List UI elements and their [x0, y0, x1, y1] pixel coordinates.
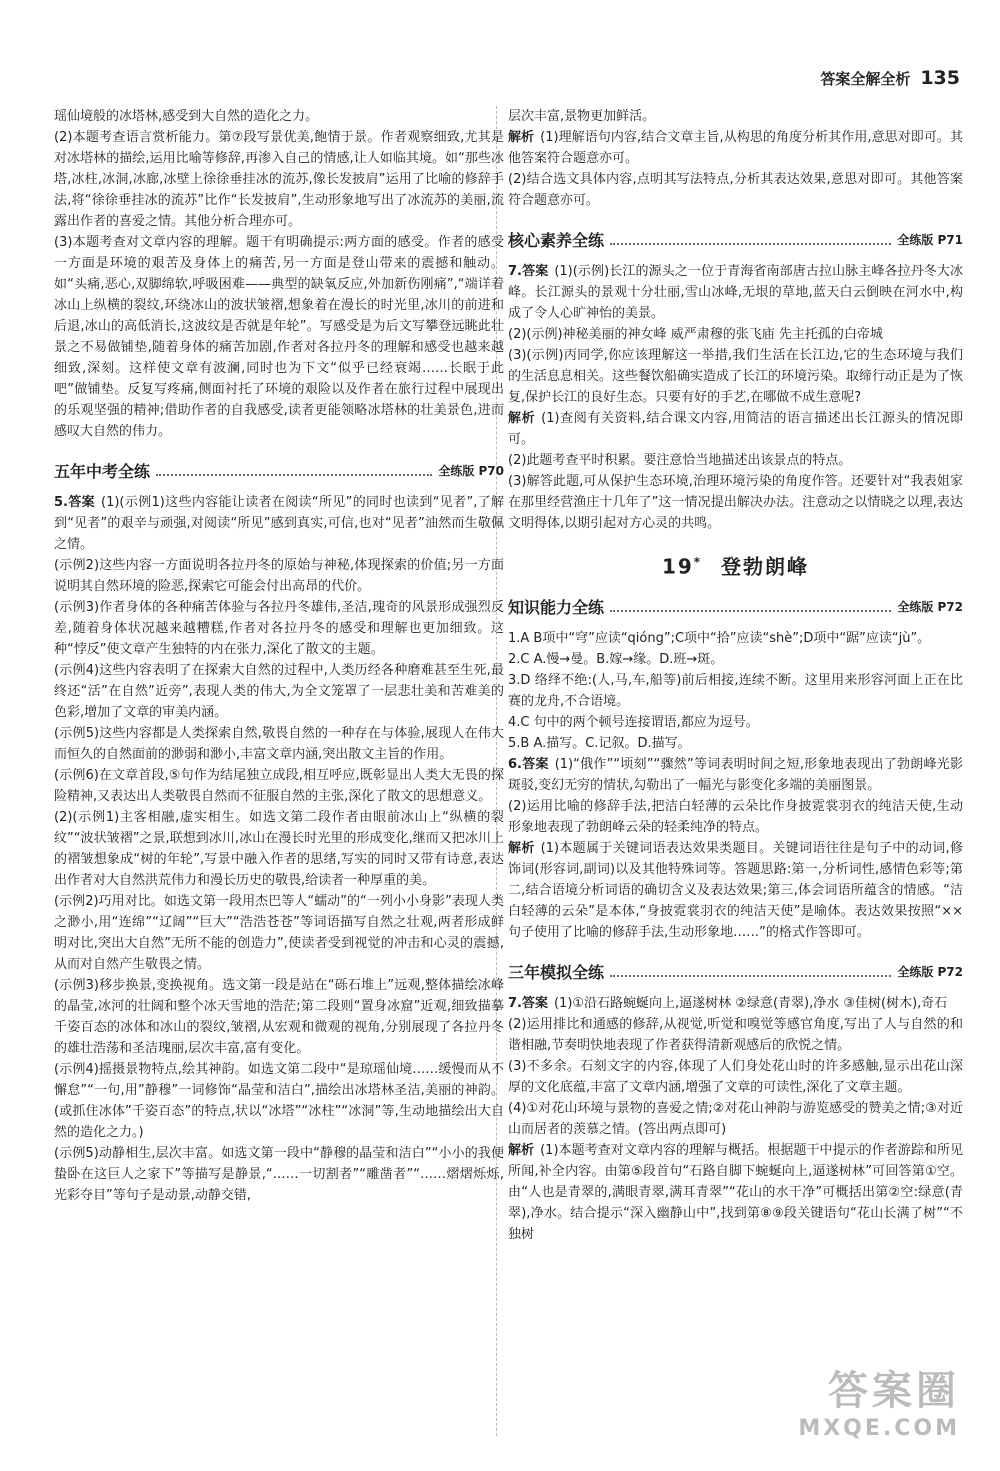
page-number: 135 [920, 67, 960, 89]
section-dotted-leader [610, 610, 891, 612]
lesson-name: 登勃朗峰 [721, 554, 810, 579]
analysis-tag: 解析 [508, 411, 536, 426]
answer-paragraph: (2)运用排比和通感的修辞,从视觉,听觉和嗅觉等感官角度,写出了人与自然的和谐相融,节奏明快地表现了作者获得清新观感后的欣悦之情。 [508, 1016, 963, 1053]
lesson-number: 19 [661, 554, 694, 579]
answer-paragraph: (4)①对花山环境与景物的喜爱之情;②对花山神韵与游览感受的赞美之情;③对近山而居者的羡慕之情。(答出两点即可) [508, 1100, 963, 1137]
section-header-three-year [508, 955, 963, 983]
analysis-tag: 解析 [508, 840, 535, 856]
section-title: 五年中考全练 [54, 462, 151, 481]
answer-paragraph: (2)(示例1)主客相融,虚实相生。如选文第二段作者由眼前冰山上“纵横的裂纹”“波状皱褶”之景,联想到冰川,冰山在漫长时光里的形成变化,继而又把冰川上的褶皱想象成“树的年轮”,写景中融入作者的思绪,写实的同时又带有诗意,表达出作者对大自然洪荒伟力和漫长历史的敬畏,给读者一种厚重的美。 [54, 810, 504, 888]
answer-paragraph: 层次丰富,景物更加鲜活。 [508, 109, 656, 124]
question-7-answer: 7.答案 (1)(示例)长江的源头之一位于青海省南部唐古拉山脉主峰各拉丹冬大冰峰。长江源头的景观十分壮丽,雪山冰峰,无垠的草地,蓝天白云倒映在河水中,构成了令人心旷神怡的美景。 [508, 264, 964, 321]
question-3-answer: 3.D 络绎不绝:(人,马,车,船等)前后相接,连续不断。这里用来形容河面上正在比赛的龙舟,不合语境。 [508, 672, 963, 709]
question-1-answer: 1.A B项中“穹”应读“qióng”;C项中“拾”应读“shè”;D项中“踞”应读“jù”。 [508, 630, 931, 646]
question-4-answer: 4.C 句中的两个顿号连接谓语,都应为逗号。 [508, 714, 759, 730]
answer-tag: 5.答案 [54, 495, 95, 510]
section-title: 核心素养全练 [508, 231, 605, 250]
section-title: 三年模拟全练 [508, 962, 605, 982]
section-title: 知识能力全练 [508, 597, 605, 617]
answer-paragraph: (示例5)这些内容都是人类探索自然,敬畏自然的一种存在与体验,展现人在伟大而恒久的自然面前的渺弱和渺小,丰富文章内涵,突出散文主旨的作用。 [54, 726, 504, 762]
answer-paragraph: (2)运用比喻的修辞手法,把洁白轻薄的云朵比作身披霓裳羽衣的纯洁天使,生动形象地表现了勃朗峰云朵的轻柔纯净的特点。 [508, 798, 963, 835]
answer-paragraph: (3)(示例)丙同学,你应该理解这一举措,我们生活在长江边,它的生态环境与我们的生活息息相关。这些餐饮船确实造成了长江的环境污染。取缔行动正是为了恢复,保护长江的良好生态。只要有好的手艺,在哪做不成生意呢? [508, 348, 964, 405]
section-dotted-leader [610, 975, 891, 977]
section-header-five-year [54, 454, 504, 482]
analysis-paragraph: 解析 (1)查阅有关资料,结合课文内容,用简洁的语言描述出长江源头的情况即可。 [508, 411, 963, 447]
watermark-logo-text: 答案圈 [828, 1368, 960, 1414]
section-dotted-leader [610, 243, 891, 245]
page-header [820, 62, 960, 94]
answer-tag: 7.答案 [508, 264, 549, 279]
analysis-paragraph: (2)结合选文具体内容,点明其写法特点,分析其表达效果,意思对即可。其他答案符合题意亦可。 [508, 172, 963, 208]
answer-paragraph: (示例5)动静相生,层次丰富。如选文第一段中“静穆的晶莹和洁白”“小小的我便蛰卧在这巨人之家下”等描写是静景,“……一切割者”“雕凿者”“……熠熠烁烁,光彩夺目”等句子是动景,动静交错, [54, 1146, 504, 1203]
answer-tag: 6.答案 [508, 756, 549, 772]
question-5-answer: 5.B A.描写。C.记叙。D.描写。 [508, 735, 691, 751]
analysis-paragraph: 解析 (1)本题属于关键词语表达效果类题目。关键词语往往是句子中的动词,修饰词(形容词,副词)以及其他特殊词等。答题思路:第一,分析词性,感情色彩等;第二,结合语境分析词语的确切含义及表达效果;第三,体会词语所蕴含的情感。“洁白轻薄的云朵”是本体,“身披霓裳羽衣的纯洁天使”是喻体。表达效果按照“××句子使用了比喻的修辞手法,生动形象地……”的格式作答即可。 [508, 840, 963, 940]
analysis-paragraph: 解析 (1)理解语句内容,结合文章主旨,从构思的角度分析其作用,意思对即可。其他答案符合题意亦可。 [508, 130, 963, 166]
answer-paragraph: (2)本题考查语言赏析能力。第⑦段写景优美,飽情于景。作者观察细致,尤其是对冰塔林的描绘,运用比喻等修辞,再渗入自己的情感,让人如临其境。如“那些冰塔,冰柱,冰洞,冰廊,冰壁上徐徐垂挂冰的流苏,像长发披肩”运用了比喻的修辞手法,将“徐徐垂挂冰的流苏”比作“长发披肩”,生动形象地写出了冰流苏的美丽,流露出作者的喜爱之情。其他分析合理亦可。 [54, 130, 504, 229]
answer-paragraph: (示例2)这些内容一方面说明各拉丹冬的原始与神秘,体现探索的价值;另一方面说明其自然环境的险恶,探索它可能会付出高昂的代价。 [54, 558, 504, 594]
section-reference: 全练版 P70 [438, 464, 504, 478]
header-title: 答案全解全析 [820, 69, 911, 88]
analysis-tag: 解析 [508, 130, 535, 145]
site-watermark [798, 1359, 960, 1441]
section-header-knowledge [508, 590, 963, 618]
question-5-answer: 5.答案 (1)(示例1)这些内容能让读者在阅读“所见”的同时也读到“见者”,了解到“见者”的艰辛与顽强,对阅读“所见”感到真实,可信,也对“见者”油然而生敬佩之情。 [54, 495, 505, 552]
analysis-tag: 解析 [508, 1142, 535, 1158]
section-dotted-leader [156, 474, 432, 476]
question-2-answer: 2.C A.慢→曼。B.嫁→缘。D.班→斑。 [508, 651, 724, 667]
answer-paragraph: (示例6)在文章首段,⑤句作为结尾独立成段,相互呼应,既彰显出人类大无畏的探险精神,又表达出人类敬畏自然而不征服自然的主张,深化了散文的思想意义。 [54, 768, 504, 804]
lesson-title [508, 552, 963, 578]
left-column [54, 106, 504, 1206]
answer-paragraph: (示例3)作者身体的各种痛苦体验与各拉丹冬雄伟,圣洁,瑰奇的风景形成强烈反差,随着身体状况越来越糟糕,作者对各拉丹冬的感受和理解也更加细致。这种“悖反”使文章产生独特的内在张力,深化了散文的主题。 [54, 600, 504, 657]
right-column [508, 106, 963, 1245]
answer-paragraph: (示例3)移步换景,变换视角。选文第一段是站在“砾石堆上”远观,整体描绘冰峰的晶莹,冰河的壮阔和整个冰天雪地的浩茫;第二段则“置身冰窟”近观,细致描摹千姿百态的冰体和冰山的裂纹,皱褶,从宏观和微观的视角,分别展现了各拉丹冬的雄壮浩荡和圣洁瑰丽,层次丰富,富有变化。 [54, 978, 504, 1056]
watermark-url: MXQE.COM [798, 1416, 960, 1441]
analysis-paragraph: (3)解答此题,可从保护生态环境,治理环境污染的角度作答。还要针对“我表姐家在那里经营渔庄十几年了”这一情况提出解决办法。注意动之以情晓之以理,表达文明得体,以期引起对方心灵的共鸣。 [508, 474, 963, 531]
answer-paragraph: (示例4)这些内容表明了在探索大自然的过程中,人类历经各种磨难甚至生死,最终还“活”在自然”近旁”,表现人类的伟大,为全文笼罩了一层悲壮美和苦难美的色彩,增加了文章的审美内涵。 [54, 663, 504, 720]
answer-tag: 7.答案 [508, 995, 548, 1011]
section-reference: 全练版 P72 [897, 964, 963, 979]
section-reference: 全练版 P72 [897, 599, 963, 614]
answer-paragraph: 瑶仙境般的冰塔林,感受到大自然的造化之力。 [54, 109, 319, 124]
section-header-core-literacy [508, 223, 963, 251]
analysis-paragraph: 解析 (1)本题考查对文章内容的理解与概括。根据题干中提示的作者游踪和所见所闻,补全内容。由第⑤段首句“石路自脚下蜿蜒向上,逼遂树林”可回答第①空。由“人也是青翠的,满眼青翠,满耳青翠”“花山的水干净”可概括出第②空:绿意(青翠),净水。结合提示“深入幽静山中”,找到第⑧⑨段关键语句“花山长满了树”“不独树 [508, 1142, 963, 1242]
analysis-paragraph: (2)此题考查平时积累。要注意恰当地描述出该景点的特点。 [508, 453, 852, 468]
answer-paragraph: (3)本题考查对文章内容的理解。题干有明确提示:两方面的感受。作者的感受一方面是环境的艰苦及身体上的痛苦,另一方面是登山带来的震撼和触动。如“头痛,恶心,双脚绵软,呼吸困难——典型的缺氧反应,外加新伤刚痛”,“端详着冰山上纵横的裂纹,环绕冰山的波状皱褶,想象着在漫长的时光里,冰川的前进和后退,冰山的高低消长,这波纹是否就是年轮”。写感受是为后文写攀登远眺此壮景之不易做铺垫,随着身体的痛苦加剧,作者对各拉丹冬的理解和感受也越来越细致,深刻。这样使文章有波澜,同时也为下文“似乎已经衰竭……长眠于此吧”做铺垫。反复写疼痛,侧面衬托了环境的艰险以及作者在旅行过程中展现出的乐观坚强的精神;借助作者的自我感受,读者更能领略冰塔林的壮美景色,进而感叹大自然的伟力。 [54, 235, 504, 439]
answer-paragraph: (2)(示例)神秘美丽的神女峰 威严肃穆的张飞庙 先主托孤的白帝城 [508, 327, 883, 342]
lesson-mark: * [693, 555, 703, 569]
question-7-answer: 7.答案 (1)①沿石路蜿蜒向上,逼遂树林 ②绿意(青翠),净水 ③佳树(树木),奇石 [508, 995, 948, 1011]
answer-paragraph: (示例4)摇摄景物特点,绘其神韵。如选文第二段中“是琼瑶仙境……缓慢而从不懈怠”“一句,用”静穆”一词修饰“晶莹和洁白”,描绘出冰塔林圣洁,美丽的神韵。(或抓住冰体”千姿百态”的特点,状以“冰塔”“冰柱”“冰洞”等,生动地描绘出大自然的造化之力。) [54, 1062, 504, 1140]
answer-paragraph: (3)不多余。石刻文字的内容,体现了人们身处花山时的许多感触,显示出花山深厚的文化底蕴,丰富了文章内涵,增强了文章的可读性,深化了文章主题。 [508, 1058, 963, 1095]
section-reference: 全练版 P71 [897, 233, 963, 247]
answer-paragraph: (示例2)巧用对比。如选文第一段用杰巴等人“蠕动”的“一列小小身影”表现人类之渺小,用“连绵”“辽阔”“巨大”“浩浩苍苍”等词语描写自然之壮观,两者形成鲜明对比,突出大自然”无所不能的创造力”,使读者受到视觉的冲击和心灵的震撼,从而对自然产生敬畏之情。 [54, 894, 504, 972]
question-6-answer: 6.答案 (1)“俄作”“顷刻”“骤然”等词表明时间之短,形象地表现出了勃朗峰光影斑驳,变幻无穷的情状,勾勒出了一幅光与影变化多端的美丽图景。 [508, 756, 963, 793]
